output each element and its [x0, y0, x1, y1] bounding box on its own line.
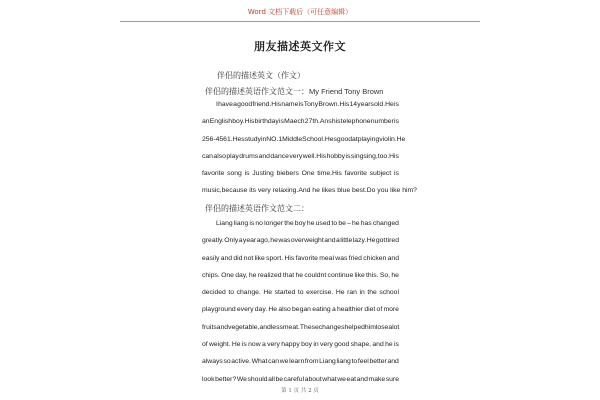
essay1-line: I have a good friend.His name is Tony Brown.His 14 years old.He is	[216, 101, 399, 108]
essay2-line: playground every day. He also began eating a healthier diet of more	[202, 306, 399, 314]
essay1-line: music,because its very relaxing.And he likes blue best.Do you like him?	[202, 187, 417, 195]
essay2-line: chips. One day, he realized that he couldnt continue like this. So, he	[202, 271, 399, 279]
page-number-footer: 第 1 页 共 2 页	[281, 388, 319, 394]
essay2-line: always so active. What can we learn from Liang liang to feel better and	[202, 358, 399, 366]
essay2-line: look better? We should all be careful about what we eat and make sure	[202, 375, 399, 383]
essay1-line: 256-4561.Hes study in NO.1 Middle School.Hes good at playing violin.He	[202, 135, 406, 143]
header-divider	[120, 21, 480, 22]
essay1-line: an English boy.His birthday is Maech 27th.Ans his telephone number is	[202, 118, 399, 126]
essay2-heading: 伴侣的描述英语作文范文二：	[205, 204, 309, 213]
essay2-line: fruits and vegetable, and less meat. These changes helped him lose a lot	[202, 323, 400, 331]
essay2-line: easily and did not like sport. His favorite meal was fried chicken and	[202, 254, 399, 262]
document-title: 朋友描述英文作文	[254, 40, 346, 53]
essay1-line: can also play drums and dance very well.His hobby is singsing,too.His	[202, 152, 399, 160]
essay2-line: Liang liang is no longer the boy he used to be – he has changed	[216, 220, 399, 227]
essay2-line: decided to change. He started to exercise. He ran in the school	[202, 289, 399, 297]
essay2-line: greatly. Only a year ago, he was overweight and a little lazy. He got tired	[202, 237, 399, 245]
essay2-line: of weight. He is now a very happy boy in very good shape, and he is	[202, 341, 399, 349]
essay1-heading-cn: 伴侣的描述英语作文范文一：	[205, 87, 309, 96]
essay1-body	[202, 96, 417, 200]
essay1-heading-en: My Friend Tony Brown	[309, 87, 384, 96]
header-note: Word 文档下载后（可任意编辑）	[247, 8, 353, 16]
essay2-body	[202, 215, 399, 388]
section-heading: 伴侣的描述英文（作文）	[217, 71, 305, 80]
essay1-line: favorite song is Justing biebers One time.His favorite subject is	[202, 170, 399, 178]
